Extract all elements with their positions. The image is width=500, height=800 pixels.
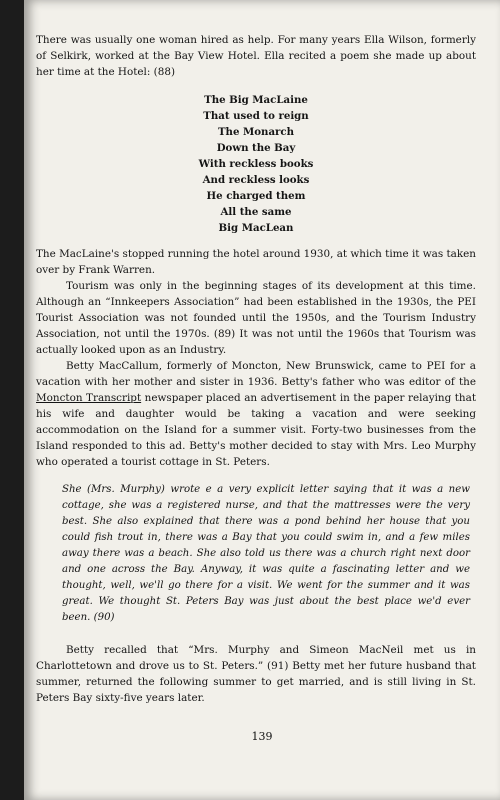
book-page: [24, 0, 500, 800]
paragraph-betty-recalled: Betty recalled that “Mrs. Murphy and Simeon MacNeil met us in Charlottetown and drove us to St. Peters.” (91) Betty met her future husband that summer, returned the following summer to get married, and is still living in St. Peters Bay sixty-five years later.: [36, 644, 476, 704]
poem-line: Down the Bay: [216, 142, 296, 154]
poem-big-maclaine: [36, 92, 476, 236]
poem-line: All the same: [220, 206, 292, 218]
poem-line: He charged them: [206, 190, 306, 202]
block-quote-murphy-letter: She (Mrs. Murphy) wrote e a very explicit letter saying that it was a new cottage, she was a registered nurse, and that the mattresses were the very best. She also explained that there was a pond behind her house that you could fish trout in, there was a Bay that you could swim in, and a few miles away there was a beach. She also told us there was a church right next door and one across the Bay. Anyway, it was quite a fascinating letter and we thought, well, we'll go there for a visit. We went for the summer and it was great. We thought St. Peters Bay was just about the best place we'd ever been. (90): [62, 484, 470, 623]
text-segment: Betty MacCallum, formerly of Moncton, New Brunswick, came to PEI for a vacation with her mother and sister in 1936. Betty's father who was editor of the: [36, 360, 476, 388]
paragraph-tourism: Tourism was only in the beginning stages of its development at this time. Although an “Innkeepers Association” had been established in the 1930s, the PEI Tourist Association was not founded until the 1950s, and the Tourism Industry Association, not until the 1970s. (89) It was not until the 1960s that Tourism was actually looked upon as an Industry.: [36, 280, 476, 356]
poem-line: And reckless looks: [202, 174, 310, 186]
newspaper-title: Moncton Transcript: [36, 392, 142, 404]
paragraph-hotel-warren: The MacLaine's stopped running the hotel around 1930, at which time it was taken over by Frank Warren.: [36, 248, 476, 276]
page-body: [36, 32, 476, 706]
poem-line: Big MacLean: [218, 222, 294, 234]
paragraph-ella-wilson: There was usually one woman hired as help. For many years Ella Wilson, formerly of Selkirk, worked at the Bay View Hotel. Ella recited a poem she made up about her time at the Hotel: (88): [36, 34, 476, 78]
paragraph-betty-maccallum: [36, 358, 476, 470]
page-number: 139: [251, 730, 273, 743]
poem-line: The Monarch: [217, 126, 295, 138]
poem-line: With reckless books: [198, 158, 314, 170]
text-segment: newspaper placed an advertisement in the paper relaying that his wife and daughter would be taking a vacation and were seeking accommodation on the Island for a summer visit. Forty-two businesses from the Island responded to this ad. Betty's mother decided to stay with Mrs. Leo Murphy who operated a tourist cottage in St. Peters.: [36, 392, 476, 468]
poem-line: The Big MacLaine: [204, 94, 308, 106]
poem-line: That used to reign: [203, 110, 309, 122]
